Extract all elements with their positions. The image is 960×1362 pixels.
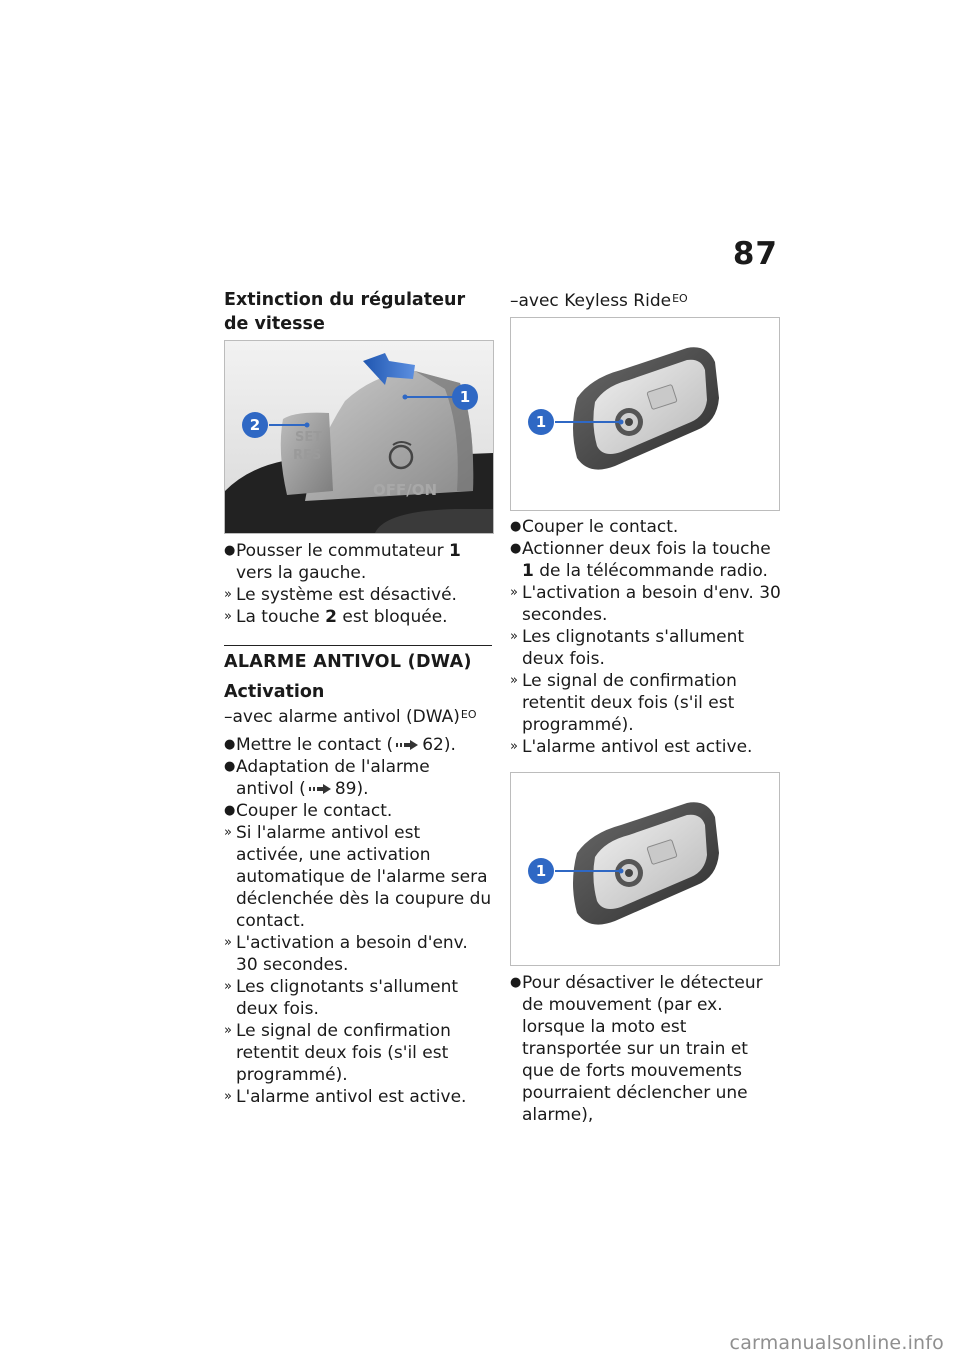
remote-key-illustration	[511, 773, 779, 965]
result-chevron-icon: »	[510, 629, 518, 644]
prerequisite-keyless: –avec Keyless Ride$^{EO}$	[510, 291, 688, 311]
sub-heading: Activation	[224, 682, 325, 702]
section-divider	[224, 645, 492, 646]
callout-1-text: 1	[535, 862, 547, 880]
steps-activation	[224, 734, 492, 1108]
list-item: » La touche 2 est bloquée.	[224, 607, 448, 627]
result-chevron-icon: »	[224, 587, 232, 602]
list-item: ● Pour désactiver le détecteur de mouvement (par ex. lorsque la moto est transportée sur un train et que de forts mouvements pourraient déclencher une alarme),	[510, 973, 763, 1125]
list-item: » Si l'alarme antivol est activée, une activation automatique de l'alarme sera déclenchée dès la coupure du contact.	[224, 823, 492, 931]
result-chevron-icon: »	[224, 825, 232, 840]
figure-remote-key-2	[510, 772, 780, 966]
list-item: ● Pousser le commutateur 1 vers la gauche.	[224, 541, 461, 583]
steps-cruise-off	[224, 540, 492, 628]
list-item: » Le système est désactivé.	[224, 585, 457, 605]
bullet-icon: ●	[510, 975, 522, 990]
figure-remote-key-1	[510, 317, 780, 511]
bullet-icon: ●	[224, 543, 236, 558]
figure-cruise-control-switch	[224, 340, 494, 534]
list-item: ● Mettre le contact ( 62).	[224, 735, 456, 755]
list-item: » Le signal de confirmation retentit deux fois (s'il est programmé).	[224, 1021, 451, 1085]
set-label: SET	[295, 430, 323, 445]
section-title: Extinction du régulateur de vitesse	[224, 290, 466, 334]
bullet-icon: ●	[224, 737, 236, 752]
list-item: ● Couper le contact.	[224, 801, 393, 821]
result-chevron-icon: »	[224, 1089, 232, 1104]
steps-motion-sensor	[510, 972, 782, 1126]
list-item: » L'activation a besoin d'env. 30 secondes.	[224, 933, 468, 975]
steps-keyless	[510, 516, 782, 758]
list-item: » L'alarme antivol est active.	[510, 737, 753, 757]
result-chevron-icon: »	[510, 585, 518, 600]
page-number: 87	[732, 236, 778, 272]
right-column	[510, 288, 782, 1126]
callout-2-text: 2	[249, 416, 261, 434]
result-chevron-icon: »	[510, 673, 518, 688]
watermark: carmanualsonline.info	[729, 1332, 944, 1354]
prerequisite: –avec alarme antivol (DWA)$^{EO}$	[224, 707, 477, 727]
bullet-icon: ●	[224, 803, 236, 818]
remote-key-illustration	[511, 318, 779, 510]
list-item: » Le signal de confirmation retentit deux fois (s'il est programmé).	[510, 671, 737, 735]
main-heading: ALARME ANTIVOL (DWA)	[224, 652, 472, 672]
left-column	[224, 288, 492, 1108]
result-chevron-icon: »	[224, 935, 232, 950]
list-item: » L'alarme antivol est active.	[224, 1087, 467, 1107]
page-reference-arrow-icon	[309, 784, 331, 794]
result-chevron-icon: »	[224, 1023, 232, 1038]
list-item: » Les clignotants s'allument deux fois.	[224, 977, 459, 1019]
list-item: » Les clignotants s'allument deux fois.	[510, 627, 745, 669]
list-item: ● Couper le contact.	[510, 517, 679, 537]
result-chevron-icon: »	[224, 979, 232, 994]
result-chevron-icon: »	[510, 739, 518, 754]
list-item: ● Actionner deux fois la touche 1 de la télécommande radio.	[510, 539, 771, 581]
callout-1-text: 1	[459, 388, 471, 406]
page-reference-arrow-icon	[396, 740, 418, 750]
off-on-label: OFF/ON	[373, 481, 438, 499]
result-chevron-icon: »	[224, 609, 232, 624]
res-label: RES	[293, 448, 322, 463]
bullet-icon: ●	[510, 541, 522, 556]
bullet-icon: ●	[224, 759, 236, 774]
bullet-icon: ●	[510, 519, 522, 534]
cruise-control-illustration	[225, 341, 493, 533]
callout-1-text: 1	[535, 413, 547, 431]
list-item: ● Adaptation de l'alarme antivol ( 89).	[224, 757, 430, 799]
list-item: » L'activation a besoin d'env. 30 secondes.	[510, 583, 781, 625]
